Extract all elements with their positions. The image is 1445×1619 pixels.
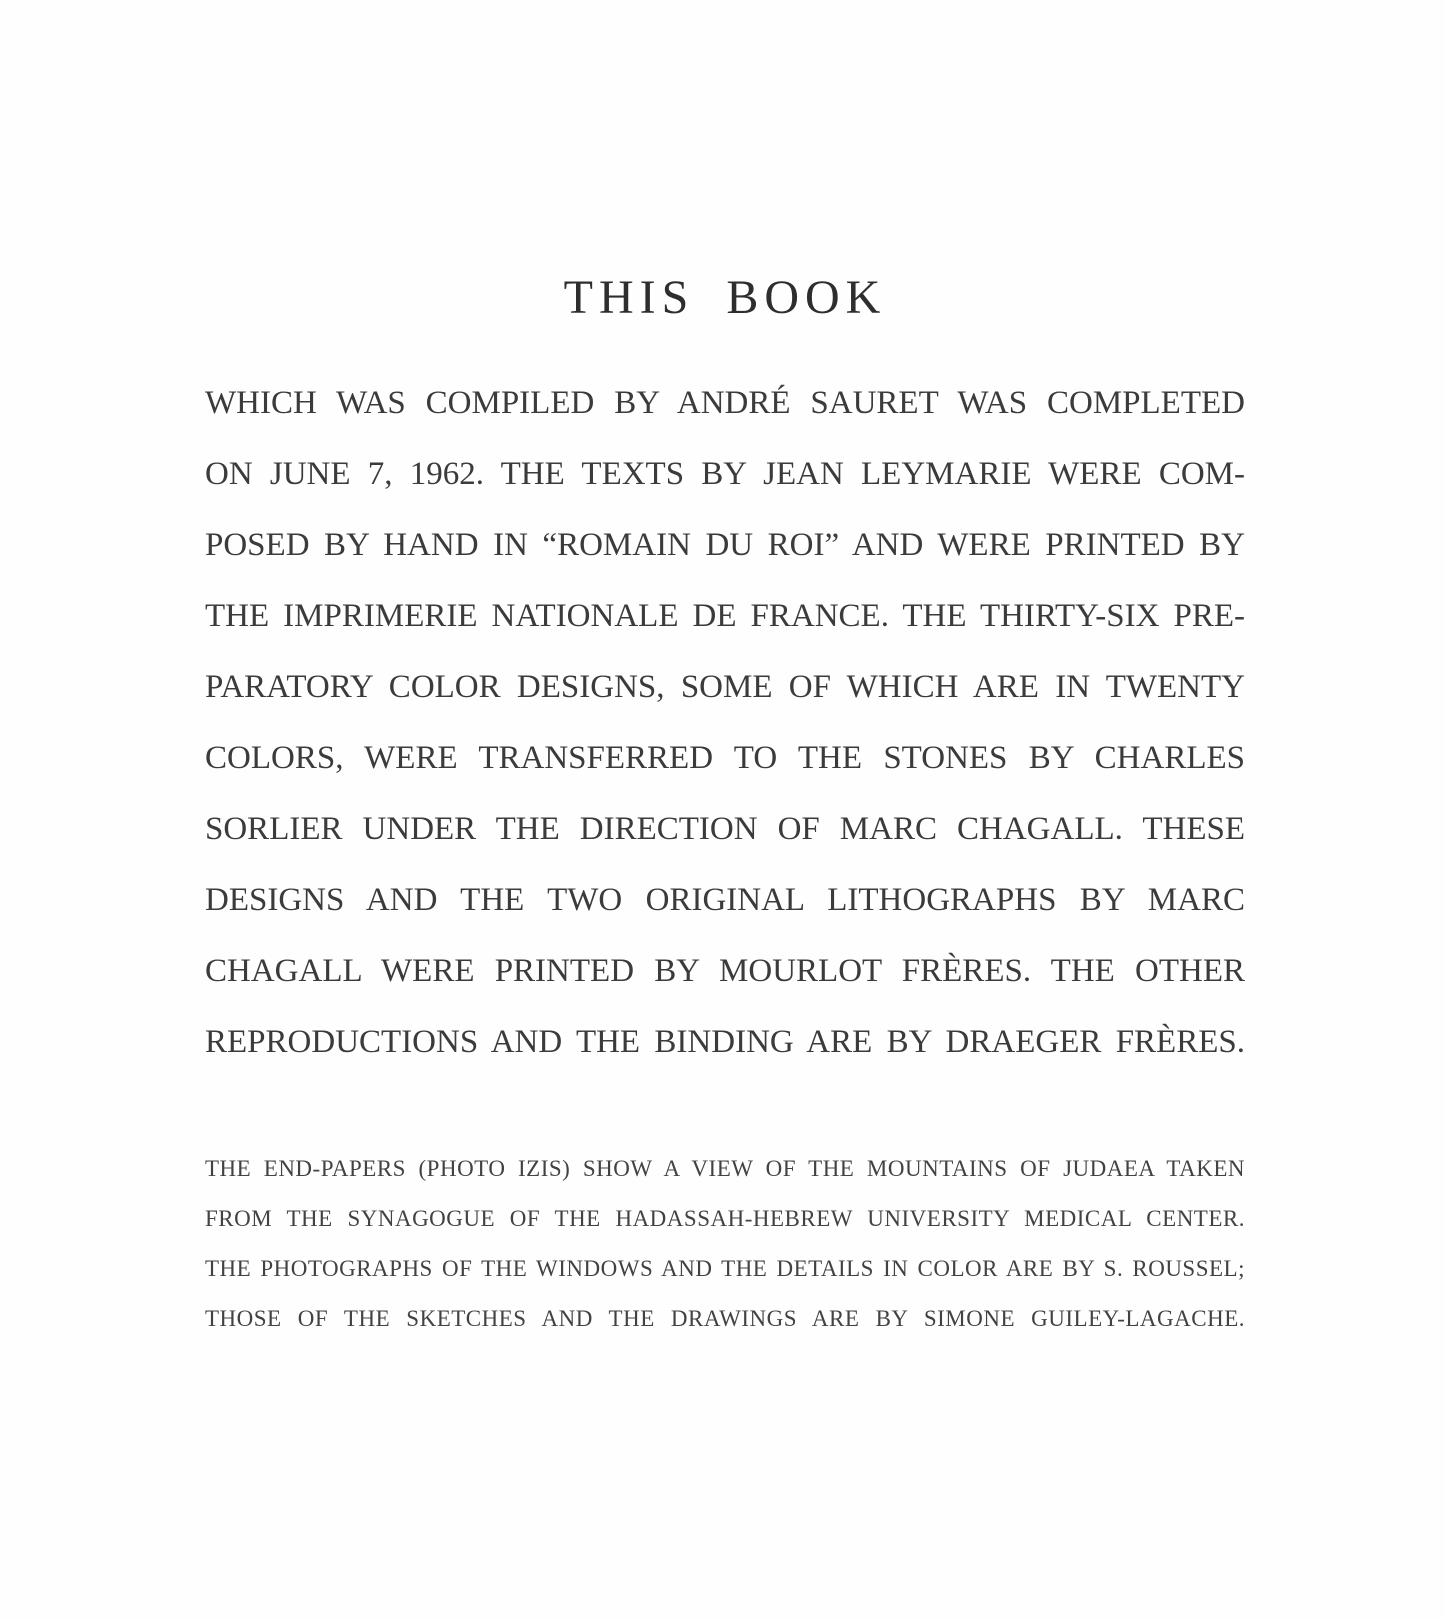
colophon-line-1: WHICH WAS COMPILED BY ANDRÉ SAURET WAS COMPLETED <box>205 385 1245 421</box>
colophon-line-9: CHAGALL WERE PRINTED BY MOURLOT FRÈRES. THE OTHER <box>205 953 1245 989</box>
note-line-3: THE PHOTOGRAPHS OF THE WINDOWS AND THE DETAILS IN COLOR ARE BY S. ROUSSEL; <box>205 1256 1245 1281</box>
text-column <box>205 0 1245 1344</box>
note-line-2: FROM THE SYNAGOGUE OF THE HADASSAH-HEBREW UNIVERSITY MEDICAL CENTER. <box>205 1206 1245 1231</box>
colophon-line-4: THE IMPRIMERIE NATIONALE DE FRANCE. THE THIRTY-SIX PRE- <box>205 598 1245 634</box>
colophon-line-7: SORLIER UNDER THE DIRECTION OF MARC CHAGALL. THESE <box>205 811 1245 847</box>
page-title: THIS BOOK <box>563 271 887 324</box>
colophon-line-6: COLORS, WERE TRANSFERRED TO THE STONES BY CHARLES <box>205 740 1245 776</box>
colophon-line-10: REPRODUCTIONS AND THE BINDING ARE BY DRAEGER FRÈRES. <box>205 1024 1245 1060</box>
colophon-line-8: DESIGNS AND THE TWO ORIGINAL LITHOGRAPHS BY MARC <box>205 882 1245 918</box>
colophon-paragraph <box>205 368 1245 1078</box>
colophon-line-3: POSED BY HAND IN “ROMAIN DU ROI” AND WERE PRINTED BY <box>205 527 1245 563</box>
colophon-line-5: PARATORY COLOR DESIGNS, SOME OF WHICH ARE IN TWENTY <box>205 669 1245 705</box>
credits-note-paragraph <box>205 1144 1245 1344</box>
note-line-1: THE END-PAPERS (PHOTO IZIS) SHOW A VIEW OF THE MOUNTAINS OF JUDAEA TAKEN <box>205 1156 1245 1181</box>
note-line-4: THOSE OF THE SKETCHES AND THE DRAWINGS ARE BY SIMONE GUILEY-LAGACHE. <box>205 1306 1245 1331</box>
colophon-line-2: ON JUNE 7, 1962. THE TEXTS BY JEAN LEYMARIE WERE COM- <box>205 456 1245 492</box>
